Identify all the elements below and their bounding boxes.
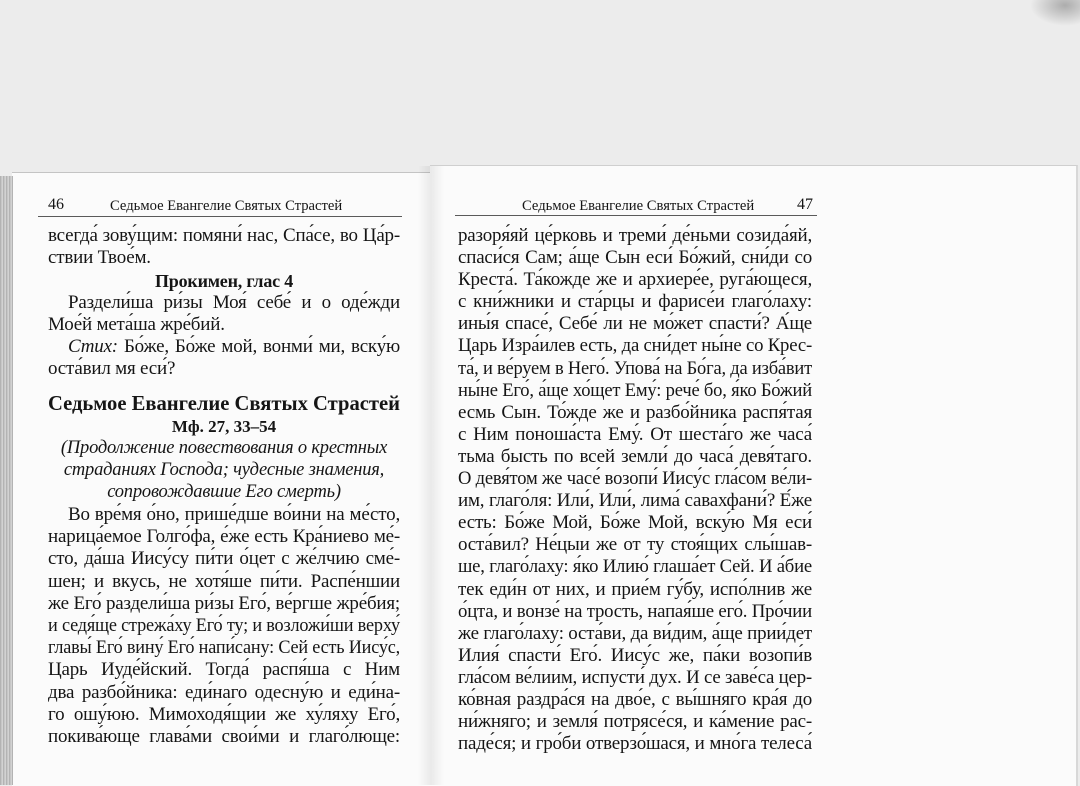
summary-line: (Продолжение повествования о крестных [60, 438, 388, 458]
text-line: шен; и вкусь, не хотя́ше пи́ти. Распе́ншии [48, 570, 400, 592]
verse-label: Стих: [68, 336, 118, 357]
text-line: тек еди́н от них, и прие́м гу́бу, испо́лнив же [458, 578, 812, 600]
text-line: го ошу́юю. Мимоходя́щии же ху́ляху Его́, [48, 703, 400, 725]
text-line: же глаго́лаху: оста́ви, да ви́дим, а́ще прии́дет [458, 622, 812, 644]
summary-line: страданиях Господа; чудесные знамения, [63, 460, 385, 480]
left-page-number: 46 [48, 196, 64, 213]
text-line: сто, да́ша Иису́су пи́ти о́цет с же́лчию сме́- [48, 548, 400, 570]
text-line: покива́юще глава́ми свои́ми и глаго́люще: [48, 725, 400, 747]
text-line: ствии Твое́м. [48, 247, 151, 268]
text-line: О девя́том же часе́ возопи́ Иису́с гла́сом ве́ли- [458, 468, 812, 490]
text-line: нарица́емое Голго́фа, е́же есть Кра́ниево ме́- [48, 526, 400, 548]
summary-line: сопровождавшие Его смерть) [107, 482, 341, 502]
book-gutter [418, 166, 444, 785]
gospel-reference: Мф. 27, 33–54 [171, 417, 277, 436]
text-line: с кни́жники и ста́рцы и фарисе́и глаго́лаху: [458, 291, 812, 313]
verse-line: Стих: Бо́же, Бо́же мой, вонми́ ми, вску́ю [68, 336, 400, 357]
text-line: всегда́ зову́щим: помяни́ нас, Спа́се, во Ца́р- [48, 225, 400, 246]
prokimen-heading: Прокимен, глас 4 [154, 271, 294, 291]
text-line: и седя́ще стрежа́ху Его́ ту; и возложи́ши верху́ [48, 614, 400, 636]
text-line: же Его́ раздели́ша ри́зы Его́, ве́ргше жре́бия; [48, 592, 400, 614]
right-running-head: Седьмое Евангелие Святых Страстей [522, 198, 755, 214]
text-line: Илия́ спасти́ Его́. Иису́с же, па́ки возопи́в [458, 644, 812, 666]
text-line: главы́ Его́ вину́ Его́ напи́сану: Сей есть Иису́с, [48, 637, 400, 659]
text-line: ны́не Его́, а́ще хо́щет Ему́: рече́ бо, я́ко Бо́жий [458, 379, 812, 401]
text-line: та́, и ве́руем в Него́. Упова́ на Бо́га, да изба́вит [458, 357, 812, 379]
text-line: Мое́й мета́ша жре́бий. [48, 314, 225, 335]
gospel-title: Седьмое Евангелие Святых Страстей [48, 391, 400, 415]
left-header-rule [38, 216, 402, 217]
gospel-reading [48, 504, 400, 748]
text-line: Царь Изра́илев есть, да сни́дет ны́не со Крес- [458, 335, 812, 357]
text-line: о́цта, и вонзе́ на трость, напая́ше его́. Про́чии [458, 600, 812, 622]
scanner-smudge [1030, 0, 1080, 26]
text-line: спаси́ся Сам; а́ще Сын еси́ Бо́жий, сни́ди со [458, 247, 812, 269]
text-line: им, глаго́ля: Или́, Или́, лима́ савахфани́? Е́же [458, 490, 812, 512]
text-line: Во вре́мя о́но, прише́дше во́ини на ме́сто, [68, 504, 400, 525]
text-line: Царь Иуде́йский. Тогда́ распя́ша с Ним [48, 659, 400, 681]
text-line: оста́вил? Не́цыи же от ту стоя́щих слы́шав- [458, 534, 812, 556]
text-line: тьма бысть по всей земли́ до часа́ девя́таго. [458, 445, 812, 467]
text-line: оста́вил мя еси́? [48, 358, 176, 379]
text-line: есмь Сын. То́жде же и разбо́йника распя́тая [458, 401, 812, 423]
text-line: Креста́. Та́кожде же и архиере́е, руга́ющеся, [458, 269, 812, 291]
text-line: ни́жняго; и земля́ потрясе́ся, и ка́мение рас- [458, 711, 812, 733]
text-line: разоря́яй це́рковь и треми́ де́ньми созида́яй, [458, 225, 812, 246]
text-line: гла́сом ве́лиим, испусти́ дух. И се заве́са цер- [458, 666, 812, 688]
text-line: ше, глаго́лаху: я́ко Илию́ глаша́ет Сей. И а́бие [458, 556, 812, 578]
text-line: паде́ся; и гро́би отверзо́шася, и мно́га телеса́ [458, 733, 812, 755]
right-page-number: 47 [797, 196, 813, 213]
right-header-rule [455, 215, 817, 216]
left-running-head: Седьмое Евангелие Святых Страстей [110, 198, 343, 214]
left-text-column [48, 225, 400, 748]
text-line: с Ним поноша́ста Ему́. От шеста́го же часа́ [458, 423, 812, 445]
text-line: ко́вная раздра́ся на дво́е, с вы́шняго кра́я до [458, 688, 812, 710]
text-line: два разбо́йника: еди́наго одесну́ю и еди́на- [48, 681, 400, 703]
right-text-column [458, 225, 812, 755]
text-line: есть: Бо́же Мой, Бо́же Мой, вску́ю Мя еси́ [458, 512, 812, 534]
text-line: Раздели́ша ри́зы Моя́ себе́ и о оде́жди [68, 292, 400, 313]
page-edges [0, 176, 13, 785]
text-line: ины́я спасе́, Себе́ ли не мо́жет спасти́? А́ще [458, 313, 812, 335]
